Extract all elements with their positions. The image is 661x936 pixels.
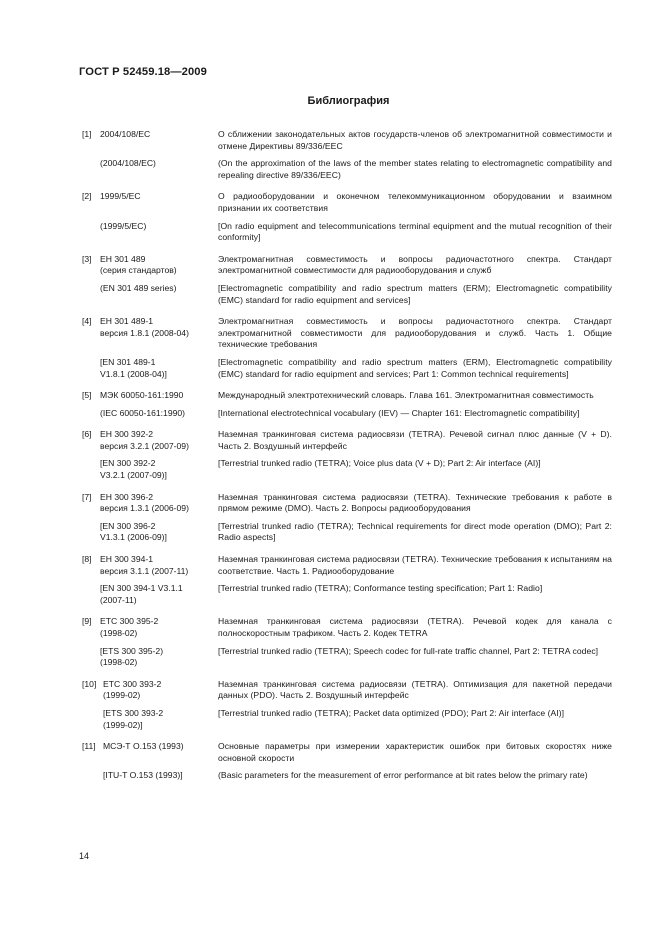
entry-description: Электромагнитная совместимость и вопросы радиочастотного спектра. Стандарт электромагнитной совместимости для радиооборудования и служб. Часть 1. Общие технические требования — [218, 316, 612, 350]
bibliography-entry — [82, 129, 612, 152]
bibliography-entry — [82, 741, 612, 764]
bibliography-entry — [82, 283, 612, 306]
entry-description: [Terrestrial trunked radio (TETRA); Packet data optimized (PDO); Part 2: Air interface (AI)] — [218, 707, 565, 718]
entry-reference: (1999/5/EC) — [100, 220, 147, 231]
entry-reference: [EN 300 392-2 V3.2.1 (2007-09)] — [100, 458, 167, 481]
document-code: ГОСТ Р 52459.18—2009 — [79, 66, 207, 78]
entry-reference: МСЭ-Т О.153 (1993) — [103, 741, 184, 752]
bibliography-entry — [82, 646, 612, 669]
entry-reference: ЕТС 300 395-2 (1998-02) — [100, 616, 159, 638]
entry-reference: МЭК 60050-161:1990 — [100, 390, 184, 401]
entry-reference: [EN 300 394-1 V3.1.1 (2007-11) — [100, 583, 183, 605]
entry-number: [1] — [82, 129, 92, 139]
bibliography-entry — [82, 458, 612, 481]
entry-reference: ЕН 300 396-2 версия 1.3.1 (2006-09) — [100, 491, 189, 514]
entry-reference: [ETS 300 395-2) (1998-02) — [100, 645, 164, 668]
bibliography-entry — [82, 521, 612, 544]
bibliography-entry — [82, 770, 612, 782]
entry-description: [Terrestrial trunked radio (TETRA); Conformance testing specification; Part 1: Radio] — [218, 583, 543, 594]
entry-description: О радиооборудовании и оконечном телекоммуникационном оборудовании и взаимном признании их соответствия — [218, 191, 612, 213]
entry-number: [6] — [82, 429, 92, 440]
bibliography-entry — [82, 316, 612, 351]
entry-number: [11] — [82, 741, 96, 752]
entry-description: Наземная транкинговая система радиосвязи (TETRA). Речевой кодек для канала с полноскоростным трафиком. Часть 2. Кодек TETRA — [218, 616, 612, 638]
entry-description: [Electromagnetic compatibility and radio spectrum matters (ERM); Electromagnetic compatibility (EMC) standard for radio equipment and services] — [218, 282, 612, 305]
bibliography-entry — [82, 708, 612, 731]
entry-description: [Terrestrial trunked radio (TETRA); Speech codec for full-rate traffic channel, Part 2: TETRA codec] — [218, 645, 599, 656]
entry-description: Наземная транкинговая система радиосвязи (TETRA). Технические требования к испытаниям на соответствие. Часть 1. Радиооборудование — [218, 554, 612, 576]
entry-reference: ЕН 300 392-2 версия 3.2.1 (2007-09) — [100, 429, 189, 451]
entry-number: [10] — [82, 678, 97, 689]
bibliography-entry — [82, 429, 612, 452]
entry-description: Наземная транкинговая система радиосвязи (TETRA). Технические требования к работе в прямом режиме (DMO). Часть 2. Вопросы радиооборудования — [218, 491, 612, 514]
entry-number: [4] — [82, 316, 92, 327]
bibliography-entry — [82, 390, 612, 402]
entry-description: Международный электротехнический словарь. Глава 161. Электромагнитная совместимость — [218, 390, 594, 401]
bibliography-entry — [82, 679, 612, 702]
entry-description: (On the approximation of the laws of the member states relating to electromagnetic compatibility and repealing directive 89/336/EEC) — [218, 158, 612, 180]
entry-description: О сближении законодательных актов государств-членов об электромагнитной совместимости и отмене Директивы 89/336/ЕЕС — [218, 129, 612, 151]
entry-number: [3] — [82, 253, 92, 264]
bibliography-entry — [82, 191, 612, 214]
entry-description: [International electrotechnical vocabulary (IEV) — Chapter 161: Electromagnetic compatibility] — [218, 407, 580, 418]
entry-number: [2] — [82, 191, 92, 202]
entry-description: Наземная транкинговая система радиосвязи (TETRA). Речевой сигнал плюс данные (V + D). Часть 2. Воздушный интерфейс — [218, 429, 612, 451]
entry-number: [8] — [82, 554, 92, 565]
entry-reference: [EN 300 396-2 V1.3.1 (2006-09)] — [100, 520, 167, 543]
bibliography-entry — [82, 554, 612, 577]
entry-description: Основные параметры при измерении характеристик ошибок при битовых скоростях ниже основной скорости — [218, 741, 612, 763]
bibliography-list — [82, 129, 612, 788]
bibliography-entry — [82, 158, 612, 181]
entry-reference: [ITU-T O.153 (1993)] — [103, 770, 183, 781]
entry-reference: 2004/108/ЕС — [100, 129, 151, 139]
page-number: 14 — [79, 851, 90, 861]
entry-description: (Basic parameters for the measurement of error performance at bit rates below the primary rate) — [218, 770, 588, 781]
entry-reference: [ETS 300 393-2 (1999-02)] — [103, 707, 164, 730]
entry-reference: ЕТС 300 393-2 (1999-02) — [103, 678, 162, 701]
entry-reference: (EN 301 489 series) — [100, 282, 177, 293]
entry-description: [On radio equipment and telecommunications terminal equipment and the mutual recognition of their conformity] — [218, 220, 612, 243]
entry-description: [Terrestrial trunked radio (TETRA); Voice plus data (V + D); Part 2: Air interface (AI)] — [218, 458, 541, 469]
entry-reference: (IEC 60050-161:1990) — [100, 407, 186, 418]
entry-description: [Terrestrial trunked radio (TETRA); Technical requirements for direct mode operation (DMO); Part 2: Radio aspects] — [218, 520, 612, 543]
bibliography-entry — [82, 221, 612, 244]
bibliography-entry — [82, 583, 612, 606]
entry-reference: ЕН 300 394-1 версия 3.1.1 (2007-11) — [100, 554, 189, 576]
bibliography-entry — [82, 254, 612, 277]
section-title: Библиография — [307, 95, 390, 107]
bibliography-entry — [82, 492, 612, 515]
entry-description: Электромагнитная совместимость и вопросы радиочастотного спектра. Стандарт электромагнитной совместимости для радиооборудования и служб — [218, 253, 612, 276]
entry-reference: ЕН 301 489 (серия стандартов) — [100, 253, 177, 276]
entry-description: [Electromagnetic compatibility and radio spectrum matters (ERM), Electromagnetic compatibility (EMC) standard for radio equipment and services; Part 1: Common technical requirements] — [218, 356, 612, 379]
entry-number: [5] — [82, 390, 92, 401]
entry-number: [9] — [82, 616, 92, 627]
entry-number: [7] — [82, 491, 92, 502]
entry-reference: ЕН 301 489-1 версия 1.8.1 (2008-04) — [100, 316, 189, 338]
entry-reference: 1999/5/ЕС — [100, 191, 141, 202]
bibliography-entry — [82, 616, 612, 639]
bibliography-entry — [82, 408, 612, 420]
entry-description: Наземная транкинговая система радиосвязи (TETRA). Оптимизация для пакетной передачи данных (PDO). Часть 2. Воздушный интерфейс — [218, 678, 612, 701]
entry-reference: [EN 301 489-1 V1.8.1 (2008-04)] — [100, 356, 167, 379]
bibliography-entry — [82, 357, 612, 380]
entry-reference: (2004/108/EC) — [100, 158, 156, 169]
